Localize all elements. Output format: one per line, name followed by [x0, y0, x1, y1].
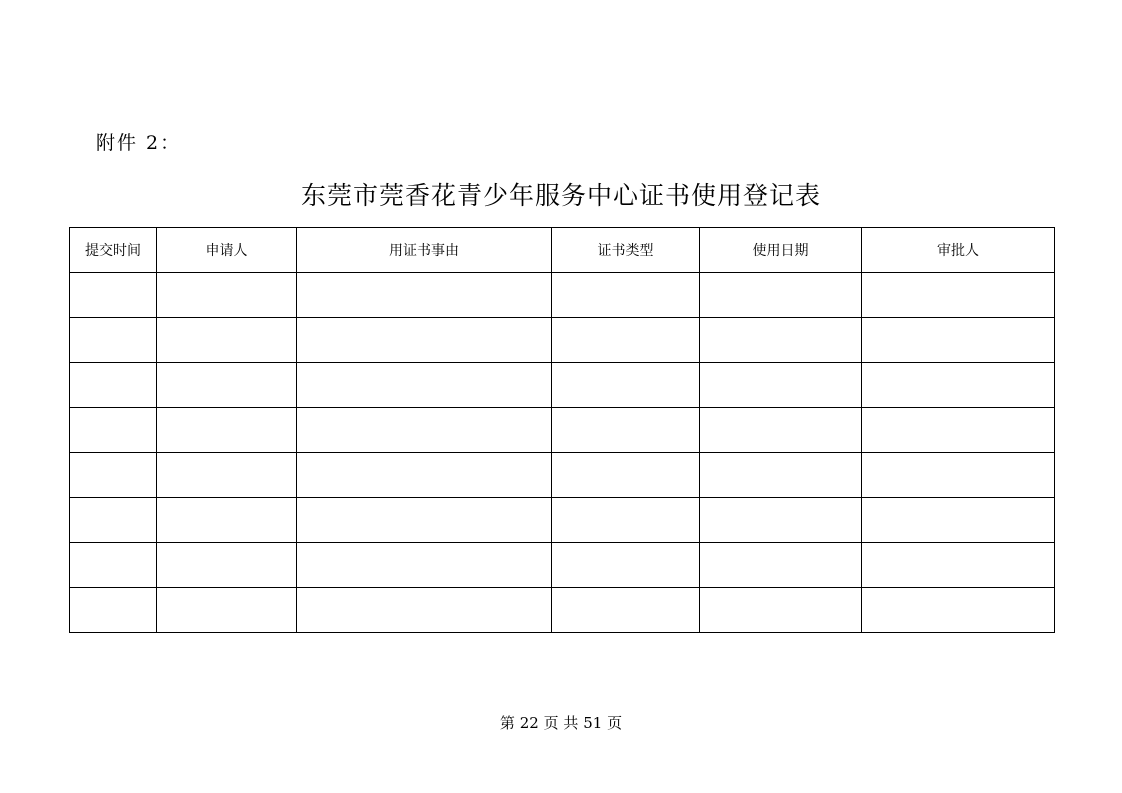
footer-prefix: 第: [499, 714, 515, 732]
table-header-row: [70, 228, 1055, 273]
table-cell[interactable]: [700, 453, 862, 498]
page-number-footer: [0, 712, 1122, 733]
registration-table: [69, 227, 1055, 633]
table-cell[interactable]: [552, 318, 700, 363]
table-row: [70, 588, 1055, 633]
table-cell[interactable]: [70, 318, 157, 363]
table-cell[interactable]: [862, 363, 1055, 408]
current-page-number: 22: [519, 714, 539, 732]
column-header-applicant: 申请人: [157, 228, 297, 273]
table-cell[interactable]: [862, 318, 1055, 363]
table-cell[interactable]: [297, 543, 552, 588]
table-cell[interactable]: [297, 273, 552, 318]
table-cell[interactable]: [157, 453, 297, 498]
table-cell[interactable]: [552, 588, 700, 633]
table-cell[interactable]: [700, 363, 862, 408]
page-title: 东莞市莞香花青少年服务中心证书使用登记表: [300, 181, 821, 210]
table-cell[interactable]: [552, 543, 700, 588]
table-row: [70, 498, 1055, 543]
table-cell[interactable]: [157, 273, 297, 318]
table-cell[interactable]: [70, 408, 157, 453]
table-cell[interactable]: [157, 408, 297, 453]
table-row: [70, 453, 1055, 498]
table-cell[interactable]: [862, 273, 1055, 318]
table-cell[interactable]: [552, 408, 700, 453]
table-cell[interactable]: [157, 543, 297, 588]
table-row: [70, 318, 1055, 363]
table-cell[interactable]: [70, 363, 157, 408]
footer-page-word: 页: [543, 714, 559, 732]
table-cell[interactable]: [157, 363, 297, 408]
table-cell[interactable]: [297, 588, 552, 633]
table-cell[interactable]: [297, 318, 552, 363]
table-cell[interactable]: [862, 498, 1055, 543]
table-cell[interactable]: [552, 363, 700, 408]
table-cell[interactable]: [70, 453, 157, 498]
table-row: [70, 273, 1055, 318]
table-row: [70, 363, 1055, 408]
table-cell[interactable]: [157, 318, 297, 363]
table-cell[interactable]: [700, 498, 862, 543]
table-cell[interactable]: [700, 273, 862, 318]
column-header-approver: 审批人: [862, 228, 1055, 273]
table-cell[interactable]: [552, 498, 700, 543]
column-header-certificate-type: 证书类型: [552, 228, 700, 273]
table-cell[interactable]: [157, 588, 297, 633]
attachment-label: 附件 2：: [96, 132, 182, 154]
table-cell[interactable]: [700, 588, 862, 633]
table-cell[interactable]: [297, 408, 552, 453]
table-cell[interactable]: [862, 453, 1055, 498]
table-cell[interactable]: [70, 588, 157, 633]
footer-suffix: 页: [607, 714, 623, 732]
table-cell[interactable]: [552, 453, 700, 498]
table-cell[interactable]: [70, 498, 157, 543]
table-cell[interactable]: [862, 543, 1055, 588]
total-page-count: 51: [583, 714, 603, 732]
column-header-reason: 用证书事由: [297, 228, 552, 273]
table-cell[interactable]: [297, 363, 552, 408]
table-cell[interactable]: [70, 273, 157, 318]
table-cell[interactable]: [70, 543, 157, 588]
table-cell[interactable]: [700, 408, 862, 453]
table-cell[interactable]: [157, 498, 297, 543]
footer-total-word: 共: [563, 714, 579, 732]
table-cell[interactable]: [552, 273, 700, 318]
table-cell[interactable]: [297, 498, 552, 543]
table-cell[interactable]: [862, 588, 1055, 633]
column-header-use-date: 使用日期: [700, 228, 862, 273]
table-cell[interactable]: [700, 318, 862, 363]
table-row: [70, 408, 1055, 453]
column-header-submit-time: 提交时间: [70, 228, 157, 273]
table-cell[interactable]: [297, 453, 552, 498]
table-cell[interactable]: [700, 543, 862, 588]
table-row: [70, 543, 1055, 588]
table-cell[interactable]: [862, 408, 1055, 453]
